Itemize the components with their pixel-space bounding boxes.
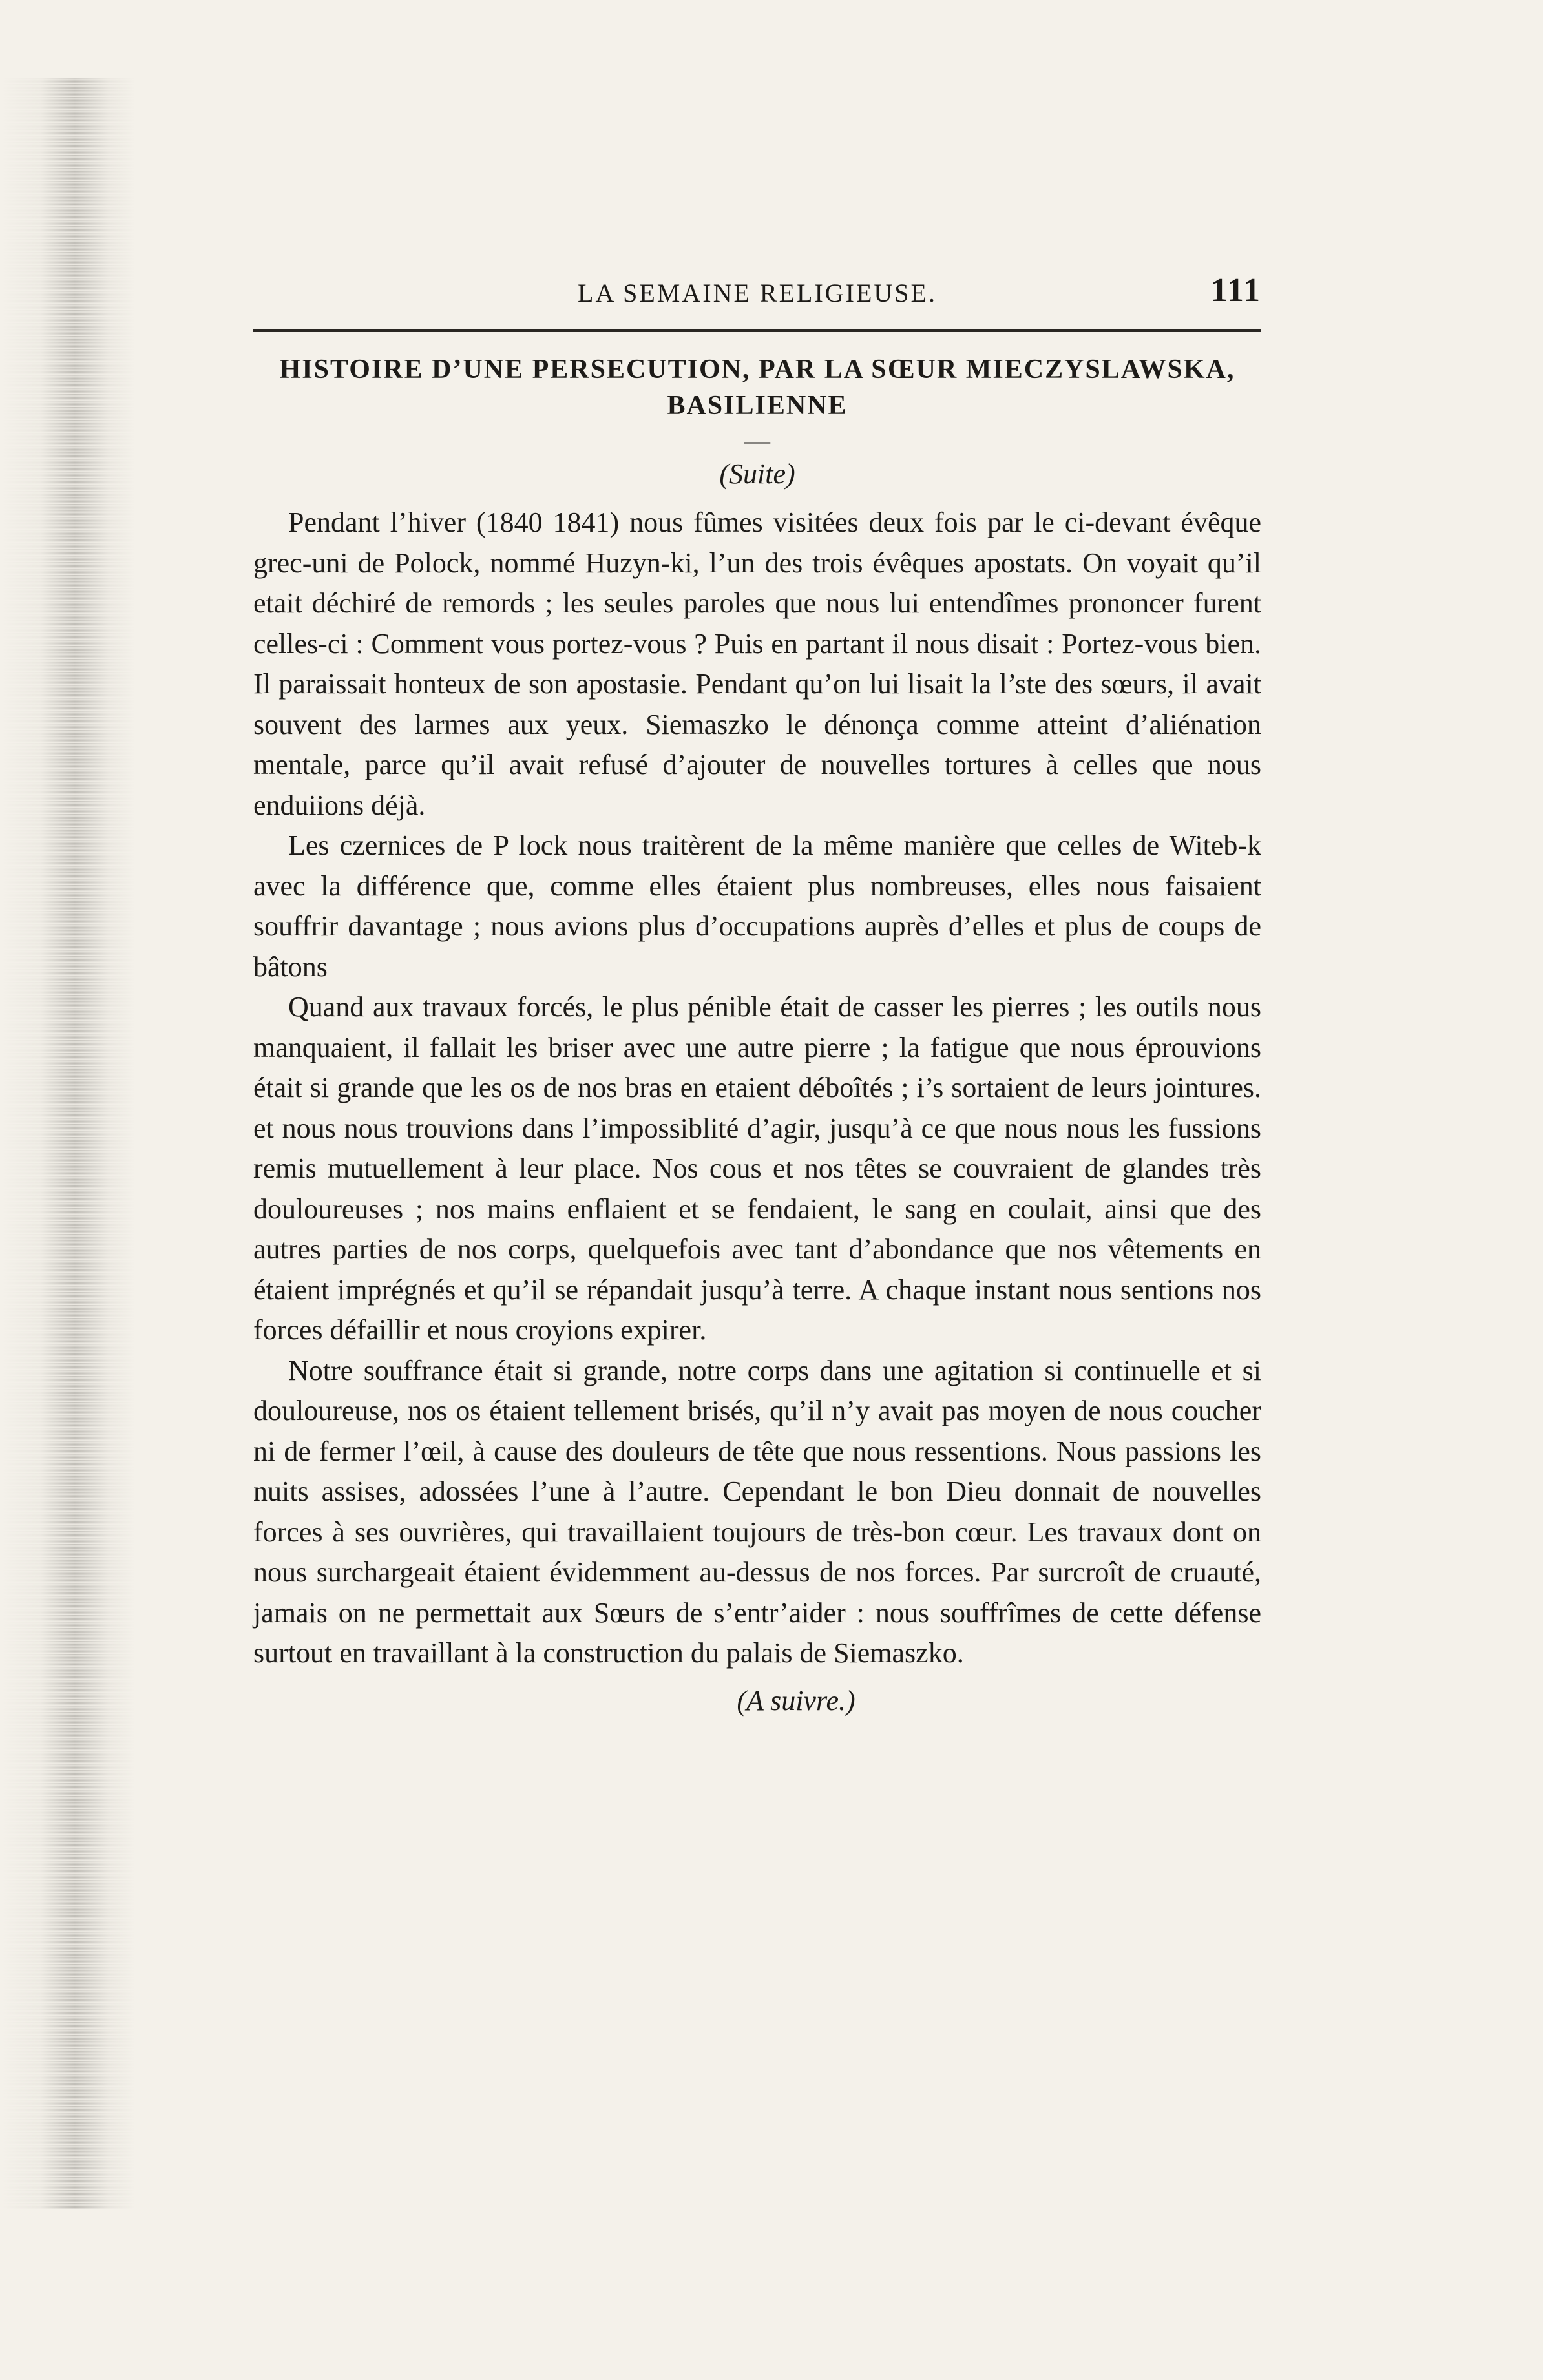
book-page	[253, 271, 1261, 1722]
title-separator: —	[744, 426, 770, 455]
running-head	[253, 271, 1261, 317]
page-number: 111	[1210, 272, 1261, 309]
paragraph: Quand aux travaux forcés, le plus pénible était de casser les pierres ; les outils nous manquaient, il fallait les briser avec une autre pierre ; la fatigue que nous éprouvions était si grande que les os de nos bras en etaient déboîtés ; i’s sortaient de leurs jointures. et nous nous trouvions dans l’impossiblité d’agir, jusqu’à ce que nous nous les fussions remis mutuellement à leur place. Nos cous et nos têtes se couvraient de glandes très douloureuses ; nos mains enflaient et se fendaient, le sang en coulait, ainsi que des autres parties de nos corps, quelquefois avec tant d’abondance que nos vêtements en étaient imprégnés et qu’il se répandait jusqu’à terre. A chaque instant nous sentions nos forces défaillir et nous croyions expirer.	[253, 991, 1261, 1346]
header-rule	[253, 329, 1261, 332]
to-be-continued: (A suivre.)	[737, 1684, 855, 1717]
article-title: HISTOIRE D’UNE PERSECUTION, PAR LA SŒUR MIECZYSLAWSKA, BASILIENNE	[279, 355, 1235, 421]
paragraph: Pendant l’hiver (1840 1841) nous fûmes visitées deux fois par le ci-devant évêque grec-uni de Polock, nommé Huzyn-ki, l’un des trois évêques apostats. On voyait qu’il etait déchiré de remords ; les seules paroles que nous lui entendîmes prononcer furent celles-ci : Comment vous portez-vous ? Puis en partant il nous disait : Portez-vous bien. Il paraissait honteux de son apostasie. Pendant qu’on lui lisait la l’ste des sœurs, il avait souvent des larmes aux yeux. Siemaszko le dénonça comme atteint d’aliénation mentale, parce qu’il avait refusé d’ajouter de nouvelles tortures à celles que nous enduiions déjà.	[253, 506, 1261, 821]
paragraph: Les czernices de P lock nous traitèrent de la même manière que celles de Witeb-k avec la différence que, comme elles étaient plus nombreuses, elles nous faisaient souffrir davantage ; nous avions plus d’occupations auprès d’elles et plus de coups de bâtons	[253, 830, 1261, 983]
scan-edge-artifact	[0, 78, 136, 2209]
article-body	[253, 503, 1261, 1674]
running-title: LA SEMAINE RELIGIEUSE.	[578, 278, 937, 308]
continued-label: (Suite)	[719, 458, 795, 490]
paragraph: Notre souffrance était si grande, notre corps dans une agitation si continuelle et si douloureuse, nos os étaient tellement brisés, qu’il n’y avait pas moyen de nous coucher ni de fermer l’œil, à cause des douleurs de tête que nous ressentions. Nous passions les nuits assises, adossées l’une à l’autre. Cependant le bon Dieu donnait de nouvelles forces à ses ouvrières, qui travaillaient toujours de très-bon cœur. Les travaux dont on nous surchargeait étaient évidemment au-dessus de nos forces. Par surcroît de cruauté, jamais on ne permettait aux Sœurs de s’entr’aider : nous souffrîmes de cette défense surtout en travaillant à la construction du palais de Siemaszko.	[253, 1354, 1261, 1669]
